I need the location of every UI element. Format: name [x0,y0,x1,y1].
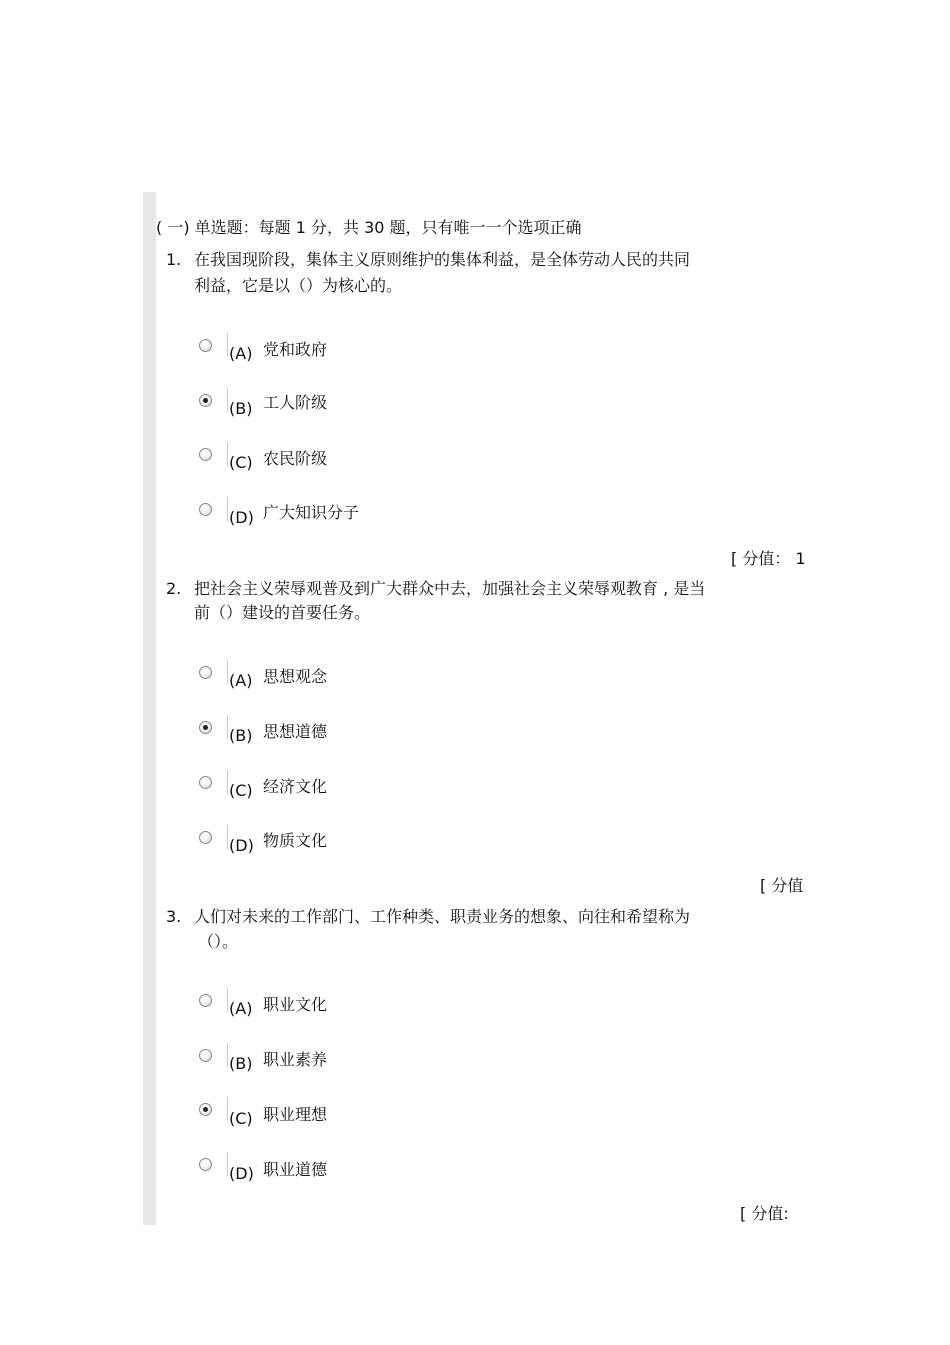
option-divider [227,988,228,1012]
radio-button[interactable] [199,994,212,1007]
score-label: [ 分值： 1 [731,549,806,568]
radio-button[interactable] [199,721,212,734]
radio-button[interactable] [199,1103,212,1116]
score-label: [ 分值 [760,876,804,895]
option-text: 职业道德 [263,1160,328,1179]
option-letter: (B) [229,726,253,745]
option-letter: (A) [229,671,253,690]
option-divider [227,1152,228,1176]
option-divider [227,497,228,521]
question-text-line1: 把社会主义荣辱观普及到广大群众中去，加强社会主义荣辱观教育 , 是当 [194,579,706,598]
option-text: 职业素养 [263,1050,328,1069]
option-divider [227,442,228,466]
option-divider [227,333,228,357]
radio-button[interactable] [199,339,212,352]
option-text: 思想观念 [263,667,328,686]
option-letter: (A) [229,344,253,363]
radio-button[interactable] [199,1049,212,1062]
option-divider [227,715,228,739]
option-text: 物质文化 [263,831,328,850]
radio-button[interactable] [199,448,212,461]
question-number: 1. [166,250,182,269]
question-text-line1: 人们对未来的工作部门、工作种类、职责业务的想象、向往和希望称为 [194,907,691,926]
radio-button[interactable] [199,394,212,407]
option-text: 党和政府 [263,340,328,359]
radio-button[interactable] [199,831,212,844]
option-divider [227,770,228,794]
option-letter: (B) [229,1054,253,1073]
left-margin-bar [143,192,156,1225]
score-label: [ 分值: [740,1204,789,1223]
option-text: 职业文化 [263,995,328,1014]
option-letter: (A) [229,999,253,1018]
option-letter: (C) [229,453,253,472]
option-text: 工人阶级 [263,393,328,412]
radio-button[interactable] [199,1158,212,1171]
option-letter: (B) [229,399,253,418]
option-divider [227,660,228,684]
option-text: 广大知识分子 [263,503,360,522]
option-text: 思想道德 [263,722,328,741]
question-number: 2. [166,579,182,598]
option-divider [227,825,228,849]
radio-button[interactable] [199,503,212,516]
section-title: ( 一) 单选题：每题 1 分，共 30 题，只有唯一一个选项正确 [156,218,582,237]
option-letter: (D) [229,1164,254,1183]
radio-button[interactable] [199,666,212,679]
option-divider [227,1043,228,1067]
option-divider [227,1097,228,1121]
radio-button[interactable] [199,776,212,789]
question-number: 3. [166,907,182,926]
option-letter: (C) [229,781,253,800]
question-text-line2: （）。 [198,932,239,951]
question-text-line2: 利益，它是以（）为核心的。 [194,276,403,295]
question-text-line2: 前（）建设的首要任务。 [194,603,371,622]
option-divider [227,388,228,412]
option-text: 农民阶级 [263,449,328,468]
option-letter: (C) [229,1109,253,1128]
option-text: 职业理想 [263,1105,328,1124]
option-letter: (D) [229,508,254,527]
option-text: 经济文化 [263,777,328,796]
option-letter: (D) [229,836,254,855]
question-text-line1: 在我国现阶段，集体主义原则维护的集体利益，是全体劳动人民的共同 [194,250,691,269]
